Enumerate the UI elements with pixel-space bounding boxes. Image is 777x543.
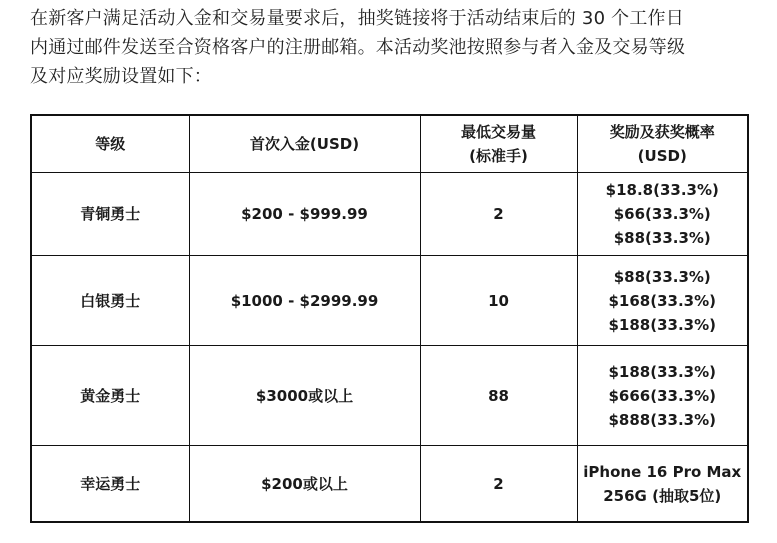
cell-rewards	[577, 256, 748, 346]
table-row	[31, 346, 748, 446]
reward-item: iPhone 16 Pro Max	[583, 462, 742, 481]
intro-line: 内通过邮件发送至合资格客户的注册邮箱。本活动奖池按照参与者入金及交易等级	[30, 37, 686, 58]
header-first-deposit-label: 首次入金(USD)	[249, 135, 360, 153]
cell-min-volume: 10	[420, 256, 577, 346]
header-reward-probability	[577, 115, 748, 173]
reward-item: 256G (抽取5位)	[603, 486, 722, 505]
reward-item: $666(33.3%)	[608, 386, 716, 405]
header-min-volume-unit: (标准手)	[469, 147, 528, 165]
cell-min-volume: 88	[420, 346, 577, 446]
cell-level: 黄金勇士	[31, 346, 189, 446]
cell-level: 青铜勇士	[31, 173, 189, 256]
header-level	[31, 115, 189, 173]
header-reward-unit: (USD)	[637, 147, 687, 165]
header-min-volume	[420, 115, 577, 173]
intro-line: 及对应奖励设置如下：	[30, 66, 212, 87]
cell-rewards	[577, 446, 748, 523]
cell-rewards	[577, 346, 748, 446]
table-row	[31, 446, 748, 523]
intro-paragraph	[30, 4, 760, 91]
header-min-volume-label: 最低交易量	[460, 123, 536, 141]
reward-item: $18.8(33.3%)	[605, 181, 719, 199]
reward-item: $66(33.3%)	[613, 205, 711, 223]
reward-tier-table	[30, 114, 749, 523]
cell-deposit: $1000 - $2999.99	[189, 256, 420, 346]
table-row	[31, 173, 748, 256]
cell-deposit: $200 - $999.99	[189, 173, 420, 256]
cell-rewards	[577, 173, 748, 256]
reward-item: $168(33.3%)	[608, 291, 716, 310]
cell-min-volume: 2	[420, 173, 577, 256]
header-first-deposit	[189, 115, 420, 173]
reward-item: $188(33.3%)	[608, 362, 716, 381]
table-header-row	[31, 115, 748, 173]
table-row	[31, 256, 748, 346]
reward-item: $88(33.3%)	[613, 267, 711, 286]
cell-deposit: $200或以上	[189, 446, 420, 523]
reward-item: $888(33.3%)	[608, 410, 716, 429]
reward-item: $188(33.3%)	[608, 315, 716, 334]
cell-deposit: $3000或以上	[189, 346, 420, 446]
header-level-label: 等级	[95, 135, 126, 153]
header-reward-label: 奖励及获奖概率	[609, 123, 715, 141]
cell-level: 幸运勇士	[31, 446, 189, 523]
cell-min-volume: 2	[420, 446, 577, 523]
reward-item: $88(33.3%)	[613, 229, 711, 247]
intro-line: 在新客户满足活动入金和交易量要求后，抽奖链接将于活动结束后的 30 个工作日	[30, 8, 684, 29]
cell-level: 白银勇士	[31, 256, 189, 346]
